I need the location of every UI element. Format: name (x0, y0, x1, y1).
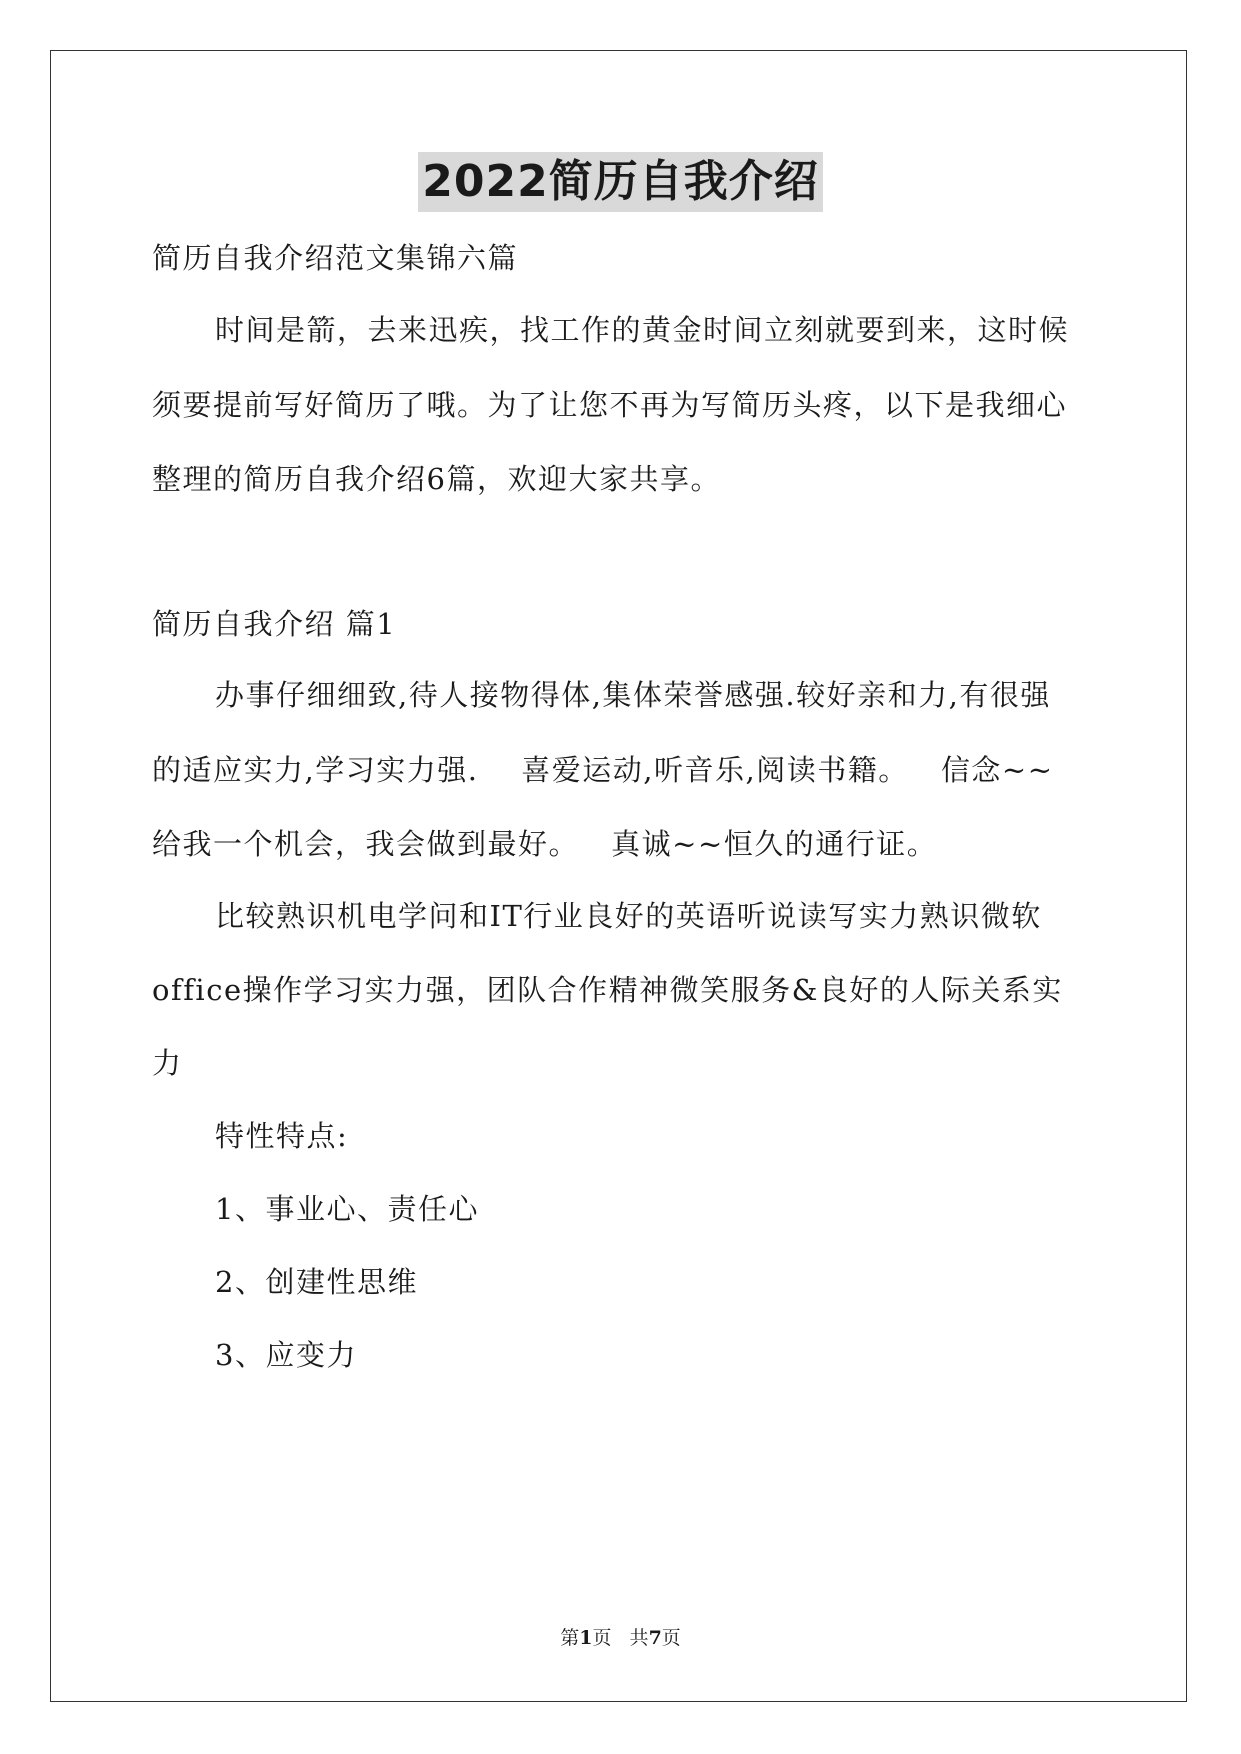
intro-line-3: 整理的简历自我介绍6篇，欢迎大家共享。 (152, 462, 721, 496)
footer-middle: 页 共 (592, 1627, 649, 1649)
footer-prefix: 第 (560, 1627, 580, 1649)
section-heading: 简历自我介绍 篇1 (152, 607, 397, 641)
intro-line-2: 须要提前写好简历了哦。为了让您不再为写简历头疼，以下是我细心 (152, 388, 1068, 422)
subtitle: 简历自我介绍范文集锦六篇 (152, 241, 519, 275)
intro-line-1: 时间是箭，去来迅疾，找工作的黄金时间立刻就要到来，这时候 (215, 313, 1070, 347)
para2-line-1: 比较熟识机电学问和IT行业良好的英语听说读写实力熟识微软 (215, 899, 1042, 933)
footer-suffix: 页 (661, 1627, 681, 1649)
footer-page-number: 1 (579, 1627, 593, 1649)
trait-item-1: 1、事业心、责任心 (215, 1192, 479, 1226)
para2-line-3: 力 (152, 1046, 183, 1080)
para1-line-1: 办事仔细细致,待人接物得体,集体荣誉感强.较好亲和力,有很强 (215, 678, 1051, 712)
trait-item-2: 2、创建性思维 (215, 1265, 418, 1299)
para1-line-3: 给我一个机会，我会做到最好。 真诚~~恒久的通行证。 (152, 827, 938, 861)
document-title: 2022简历自我介绍 (418, 152, 822, 212)
page-footer (0, 1625, 1241, 1651)
para1-line-2: 的适应实力,学习实力强. 喜爱运动,听音乐,阅读书籍。 信念~~ (152, 753, 1054, 787)
para2-line-2: office操作学习实力强，团队合作精神微笑服务&良好的人际关系实 (152, 973, 1063, 1007)
page-border (50, 50, 1187, 1702)
title-container (0, 152, 1241, 212)
traits-heading: 特性特点: (215, 1119, 349, 1153)
trait-item-3: 3、应变力 (215, 1338, 357, 1372)
footer-total-pages: 7 (648, 1627, 662, 1649)
